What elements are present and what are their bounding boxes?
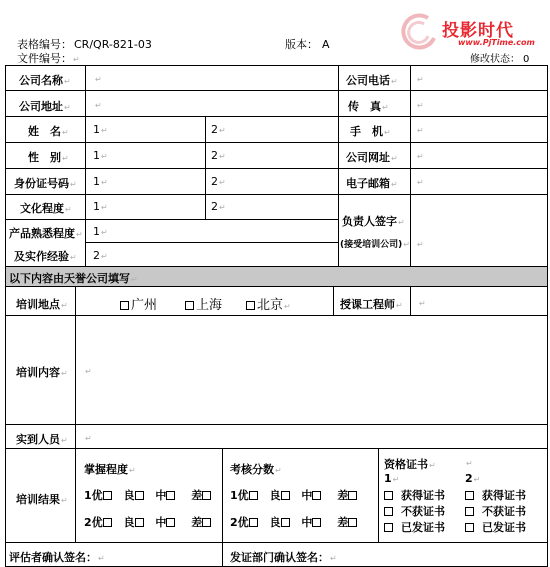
cert-1-got-checkbox[interactable]: [384, 491, 393, 500]
education-field-1[interactable]: 1↵: [93, 200, 108, 213]
id-number-field-2[interactable]: 2↵: [211, 175, 226, 188]
shanghai-checkbox[interactable]: [185, 301, 194, 310]
responsible-sign-field[interactable]: ↵: [417, 240, 424, 249]
cert-1-issued[interactable]: 已发证书: [384, 519, 445, 535]
issuer-signature-label: 发证部门确认签名：↵: [230, 551, 337, 564]
score-2-good-checkbox[interactable]: [281, 518, 290, 527]
cert-2-issued[interactable]: 已发证书: [465, 519, 526, 535]
pjtime-logo: [398, 10, 538, 56]
name-field-1[interactable]: 1↵: [93, 123, 108, 136]
cert-2-got[interactable]: 获得证书: [465, 487, 526, 503]
company-address-label: 公司地址↵: [19, 100, 71, 113]
id-number-label: 身份证号码↵: [14, 177, 77, 190]
score-row-1: 1优 良 中 差: [230, 487, 359, 503]
cert-2-not[interactable]: 不获证书: [465, 503, 526, 519]
mobile-field[interactable]: ↵: [417, 126, 424, 135]
mastery-row-2: 2优 良 中 差: [84, 514, 213, 530]
company-name-field[interactable]: ↵: [95, 75, 102, 84]
version-label: 版本：: [285, 38, 318, 51]
score-row-2: 2优 良 中 差: [230, 514, 359, 530]
company-phone-label: 公司电话↵: [346, 74, 398, 87]
logo-swirl-icon: [398, 12, 442, 52]
email-label: 电子邮箱↵: [346, 177, 398, 190]
gender-field-2[interactable]: 2↵: [211, 149, 226, 162]
attendees-label: 实到人员↵: [16, 433, 68, 446]
certificate-col-2: 2↵: [465, 472, 481, 485]
familiarity-field-1[interactable]: 1↵: [93, 225, 108, 238]
section-title: 以下内容由天誉公司填写↵: [9, 272, 138, 285]
cert-1-issued-checkbox[interactable]: [384, 523, 393, 532]
mastery-2-average-checkbox[interactable]: [166, 518, 175, 527]
score-2-average-checkbox[interactable]: [312, 518, 321, 527]
version-value: A: [322, 38, 330, 51]
mastery-1-excellent-checkbox[interactable]: [103, 491, 112, 500]
training-results-label: 培训结果↵: [16, 493, 68, 506]
form-number-label: 表格编号：: [17, 38, 72, 51]
revision-label: 修改状态：: [470, 54, 520, 65]
evaluator-signature-label: 评估者确认签名：↵: [9, 551, 105, 564]
cert-1-not-checkbox[interactable]: [384, 507, 393, 516]
training-location-label: 培训地点↵: [16, 298, 68, 311]
mastery-row-1: 1优 良 中 差: [84, 487, 213, 503]
mobile-label: 手 机↵: [350, 125, 391, 138]
mastery-label: 掌握程度↵: [84, 463, 136, 476]
familiarity-field-2[interactable]: 2↵: [93, 249, 108, 262]
experience-label: 及实作经验↵: [14, 250, 77, 263]
mastery-2-poor-checkbox[interactable]: [202, 518, 211, 527]
familiarity-label: 产品熟悉程度↵: [9, 227, 83, 240]
logo-url: www.PjTime.com: [458, 38, 535, 47]
form-number-value: CR/QR-821-03: [74, 38, 152, 51]
certificate-col-1: 1↵: [384, 472, 400, 485]
mastery-2-good-checkbox[interactable]: [135, 518, 144, 527]
mastery-1-average-checkbox[interactable]: [166, 491, 175, 500]
education-label: 文化程度↵: [20, 202, 72, 215]
mastery-1-poor-checkbox[interactable]: [202, 491, 211, 500]
attendees-field[interactable]: ↵: [85, 434, 92, 443]
trainee-company-label: (接受培训公司)↵: [340, 240, 410, 250]
education-field-2[interactable]: 2↵: [211, 200, 226, 213]
email-field[interactable]: ↵: [417, 178, 424, 187]
cert-1-not[interactable]: 不获证书: [384, 503, 445, 519]
website-label: 公司网址↵: [346, 151, 398, 164]
name-label: 姓 名↵: [28, 125, 69, 138]
gender-label: 性 别↵: [28, 151, 69, 164]
name-field-2[interactable]: 2↵: [211, 123, 226, 136]
company-phone-field[interactable]: ↵: [417, 75, 424, 84]
score-1-poor-checkbox[interactable]: [348, 491, 357, 500]
fax-field[interactable]: ↵: [417, 101, 424, 110]
company-name-label: 公司名称↵: [19, 74, 71, 87]
instructor-label: 授课工程师↵: [340, 298, 403, 311]
cert-2-issued-checkbox[interactable]: [465, 523, 474, 532]
cert-2-not-checkbox[interactable]: [465, 507, 474, 516]
score-2-excellent-checkbox[interactable]: [249, 518, 258, 527]
score-1-average-checkbox[interactable]: [312, 491, 321, 500]
cert-1-got[interactable]: 获得证书: [384, 487, 445, 503]
mastery-2-excellent-checkbox[interactable]: [103, 518, 112, 527]
mastery-1-good-checkbox[interactable]: [135, 491, 144, 500]
training-content-field[interactable]: ↵: [85, 367, 92, 376]
logo-text: 投影时代: [442, 21, 514, 41]
revision-value: 0: [523, 54, 530, 65]
responsible-sign-label: 负责人签字↵: [342, 215, 405, 228]
version: [285, 36, 330, 52]
score-1-good-checkbox[interactable]: [281, 491, 290, 500]
company-address-field[interactable]: ↵: [95, 101, 102, 110]
location-option-guangzhou[interactable]: 广州: [120, 294, 157, 313]
score-1-excellent-checkbox[interactable]: [249, 491, 258, 500]
file-number-label: 文件编号：: [17, 52, 72, 65]
id-number-field-1[interactable]: 1↵: [93, 175, 108, 188]
location-option-shanghai[interactable]: 上海: [185, 294, 222, 313]
beijing-checkbox[interactable]: [246, 301, 255, 310]
score-label: 考核分数↵: [230, 463, 282, 476]
certificate-return: ↵: [466, 459, 473, 468]
gender-field-1[interactable]: 1↵: [93, 149, 108, 162]
location-option-beijing[interactable]: 北京↵: [246, 294, 291, 313]
score-2-poor-checkbox[interactable]: [348, 518, 357, 527]
file-number: 文件编号：↵: [17, 52, 80, 65]
guangzhou-checkbox[interactable]: [120, 301, 129, 310]
cert-2-got-checkbox[interactable]: [465, 491, 474, 500]
training-content-label: 培训内容↵: [16, 366, 68, 379]
website-field[interactable]: ↵: [417, 152, 424, 161]
instructor-field[interactable]: ↵: [419, 299, 426, 308]
fax-label: 传 真↵: [348, 100, 389, 113]
certificate-label: 资格证书↵: [384, 458, 436, 471]
